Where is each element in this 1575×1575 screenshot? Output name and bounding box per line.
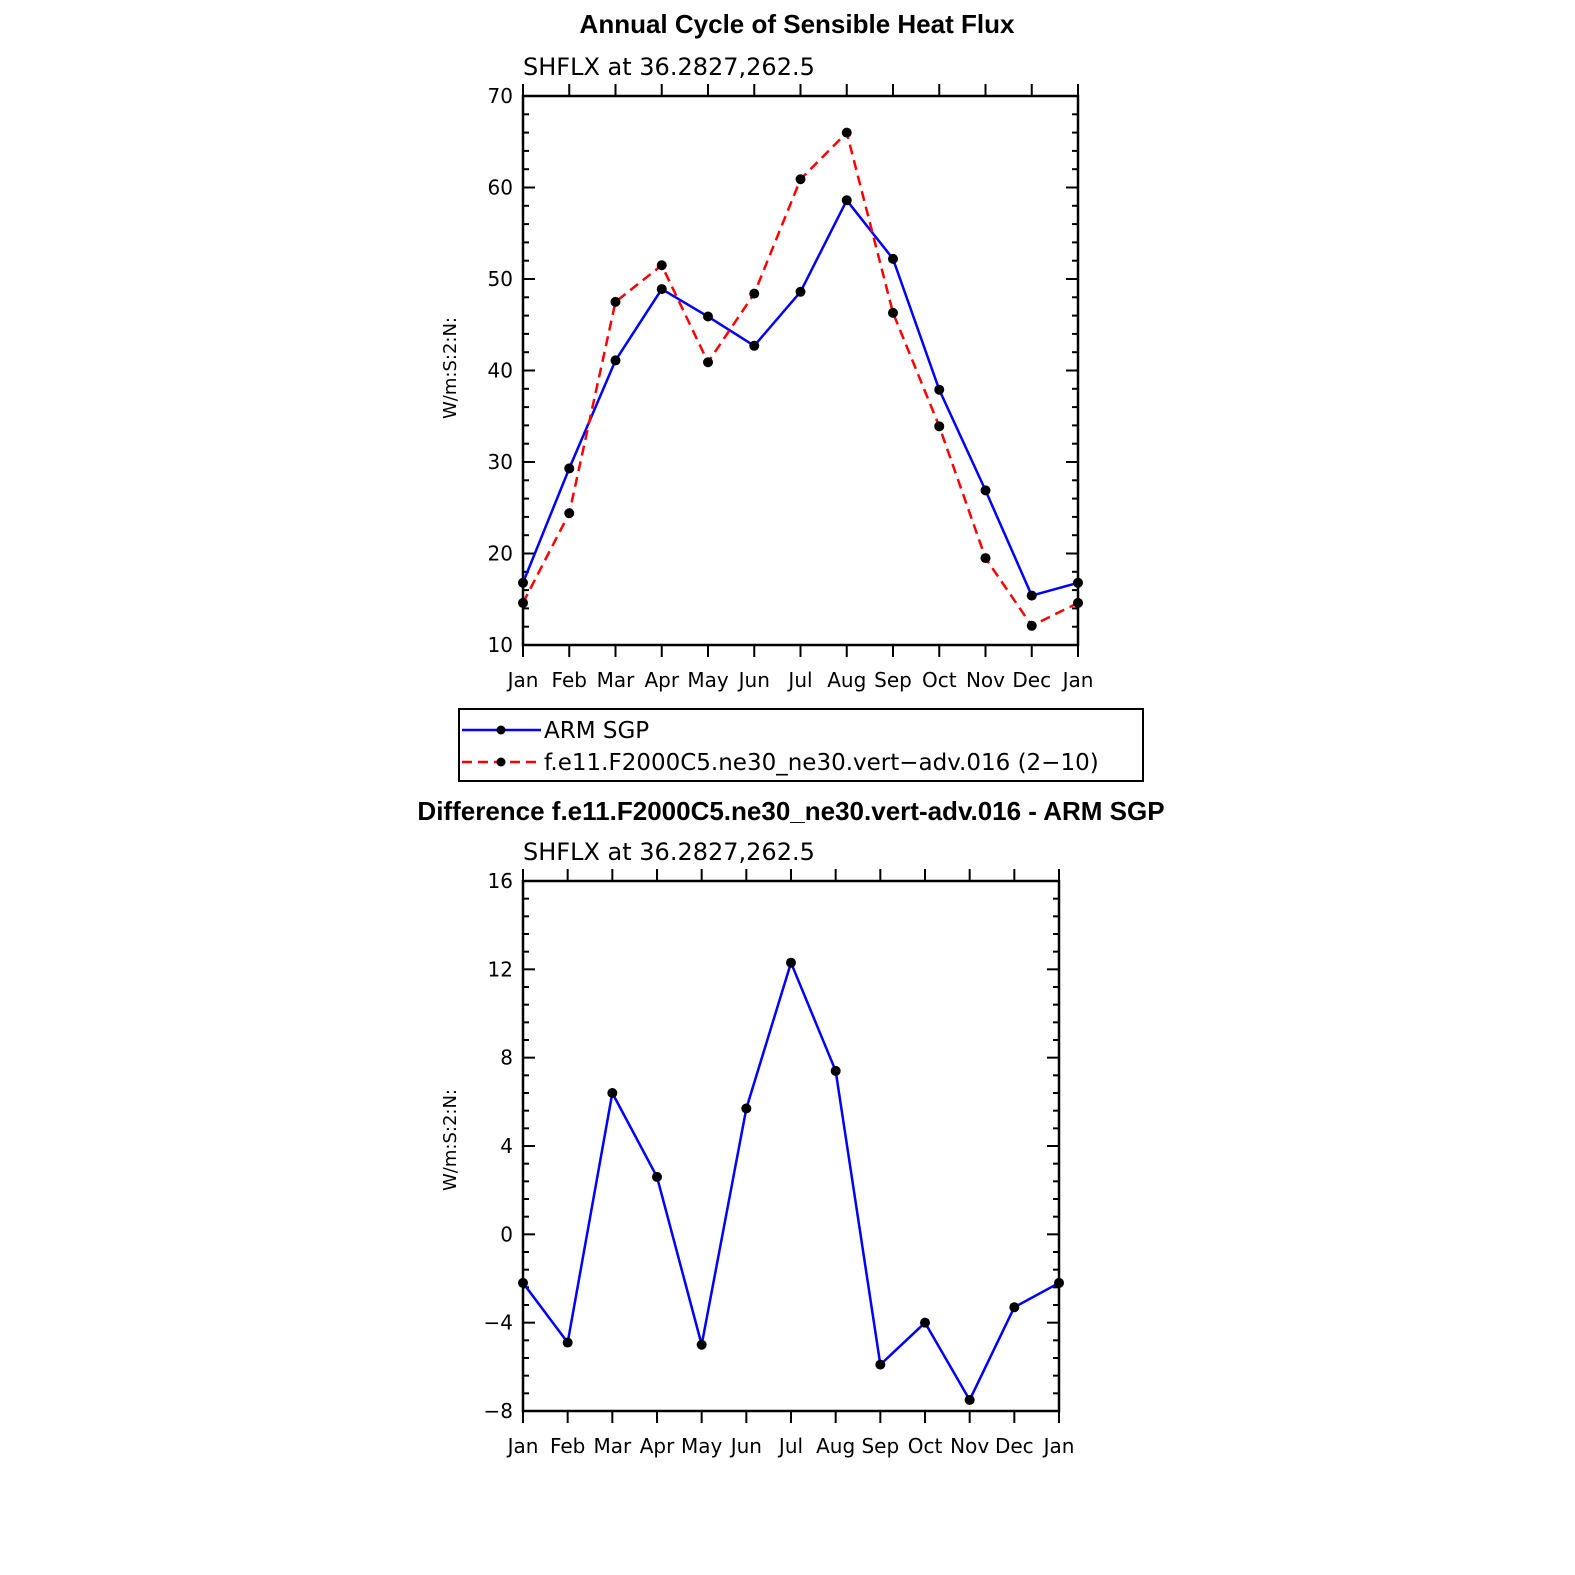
data-point [703, 312, 713, 322]
y-axis-label: W/m:S:2:N: [440, 317, 461, 419]
y-tick-label: 30 [487, 450, 513, 474]
data-point [796, 287, 806, 297]
difference-chart [417, 796, 1164, 1458]
x-tick-label: Apr [644, 668, 680, 692]
data-point [1073, 598, 1083, 608]
x-tick-label: Jun [738, 668, 770, 692]
data-point [888, 308, 898, 318]
x-tick-label: Nov [965, 668, 1006, 692]
data-point [796, 174, 806, 184]
x-tick-label: Aug [827, 668, 867, 692]
y-tick-label: 8 [500, 1045, 513, 1070]
y-tick-label: 0 [500, 1222, 513, 1247]
y-tick-label: 50 [487, 267, 513, 291]
annual-cycle-chart [440, 9, 1093, 692]
x-tick-label: Oct [907, 1434, 943, 1458]
x-tick-label: Apr [639, 1434, 675, 1458]
data-point [564, 463, 574, 473]
y-tick-label: 4 [500, 1134, 513, 1158]
x-tick-label: Jan [1062, 668, 1094, 692]
x-tick-label: Sep [861, 1434, 900, 1458]
y-ticks [488, 84, 1078, 657]
y-tick-label: 70 [487, 84, 513, 108]
data-point [981, 553, 991, 563]
y-tick-label: 16 [487, 869, 513, 893]
data-point [888, 254, 898, 264]
x-tick-label: Feb [549, 1434, 586, 1458]
x-tick-label: Jul [778, 1434, 804, 1458]
series-line-0 [523, 963, 1059, 1400]
data-point [518, 1278, 528, 1288]
data-point [518, 578, 528, 588]
x-tick-label: Feb [551, 668, 587, 692]
data-point [611, 297, 621, 307]
data-point [611, 355, 621, 365]
data-point [657, 284, 667, 294]
x-tick-label: Mar [596, 668, 635, 692]
data-point [1073, 578, 1083, 588]
data-point [563, 1338, 573, 1348]
data-point [518, 598, 528, 608]
legend [459, 709, 1143, 781]
data-point [934, 421, 944, 431]
legend-marker-arm [497, 726, 506, 735]
x-tick-label: Oct [921, 668, 957, 692]
data-point [564, 508, 574, 518]
data-point [741, 1103, 751, 1113]
data-point [1027, 591, 1037, 601]
x-tick-label: Jan [1043, 1434, 1075, 1458]
data-point [657, 260, 667, 270]
x-tick-label: Jan [507, 668, 539, 692]
series-group [518, 958, 1064, 1405]
y-tick-label: 12 [487, 957, 513, 982]
x-tick-label: Mar [593, 1434, 632, 1458]
data-point [607, 1088, 617, 1098]
x-tick-label: Sep [874, 668, 912, 692]
chart-subtitle: SHFLX at 36.2827,262.5 [523, 53, 815, 81]
series-line-0 [523, 200, 1078, 595]
data-point [703, 357, 713, 367]
chart-title: Difference f.e11.F2000C5.ne30_ne30.vert-adv.016 - ARM SGP [417, 796, 1165, 826]
data-point [749, 289, 759, 299]
legend-marker-model [497, 758, 506, 767]
data-point [697, 1340, 707, 1350]
x-tick-label: Jul [788, 668, 813, 692]
x-tick-label: Dec [1012, 668, 1052, 692]
x-tick-label: Nov [950, 1434, 990, 1458]
x-ticks [506, 869, 1075, 1458]
series-group [518, 128, 1083, 631]
y-tick-label: 40 [487, 358, 513, 383]
chart-subtitle: SHFLX at 36.2827,262.5 [523, 838, 815, 866]
x-tick-label: May [687, 668, 729, 692]
legend-label-model: f.e11.F2000C5.ne30_ne30.vert−adv.016 (2−10) [544, 750, 1099, 776]
data-point [842, 128, 852, 138]
x-tick-label: Jan [507, 1434, 539, 1458]
data-point [842, 195, 852, 205]
y-axis-label: W/m:S:2:N: [440, 1089, 461, 1191]
data-point [875, 1360, 885, 1370]
data-point [1054, 1278, 1064, 1288]
data-point [920, 1318, 930, 1328]
data-point [831, 1066, 841, 1076]
x-tick-label: Jun [730, 1434, 762, 1458]
data-point [786, 958, 796, 968]
data-point [934, 385, 944, 395]
x-tick-label: May [680, 1434, 723, 1458]
y-tick-label: −8 [483, 1399, 513, 1423]
data-point [981, 485, 991, 495]
x-tick-label: Aug [816, 1434, 856, 1458]
y-tick-label: 20 [487, 541, 513, 566]
y-tick-label: 60 [487, 175, 513, 200]
data-point [965, 1395, 975, 1405]
chart-title: Annual Cycle of Sensible Heat Flux [579, 9, 1015, 39]
x-tick-label: Dec [994, 1434, 1034, 1458]
data-point [1009, 1302, 1019, 1312]
y-tick-label: 10 [487, 633, 513, 657]
data-point [1027, 621, 1037, 631]
y-tick-label: −4 [483, 1310, 513, 1335]
legend-label-arm: ARM SGP [544, 718, 650, 744]
data-point [749, 341, 759, 351]
data-point [652, 1172, 662, 1182]
